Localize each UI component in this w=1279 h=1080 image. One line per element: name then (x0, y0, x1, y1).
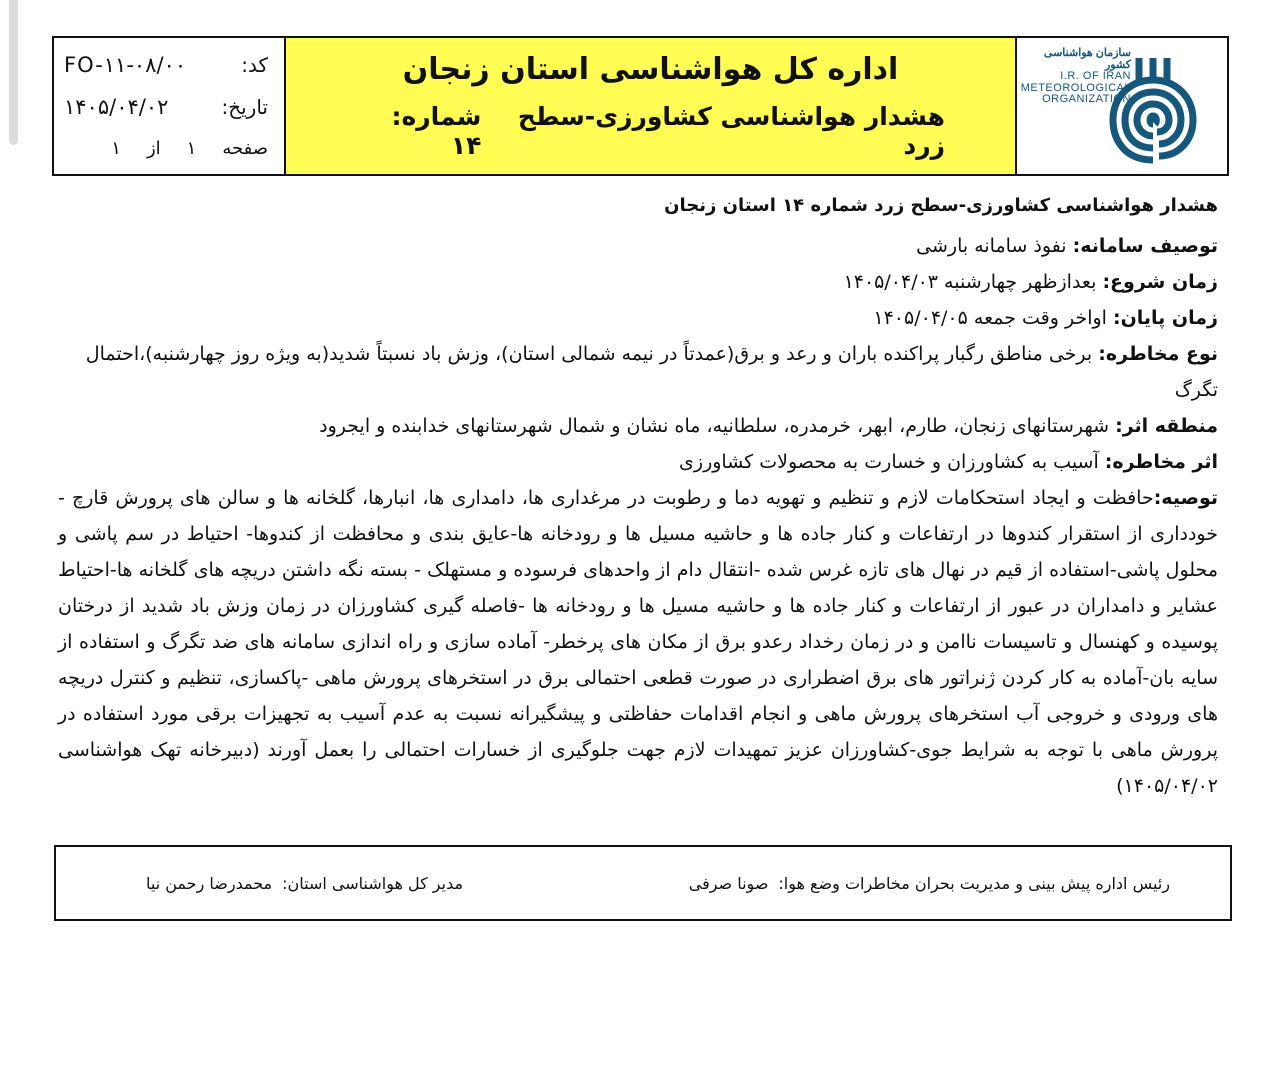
hazard-label: نوع مخاطره: (1098, 343, 1218, 365)
system-description (58, 228, 1218, 264)
code-label: کد: (241, 53, 268, 78)
warning-subtitle: هشدار هواشناسی کشاورزی-سطح زرد (517, 102, 945, 161)
logo-fa-text: سازمان هواشناسی کشور (1043, 47, 1131, 71)
date-label: تاریخ: (221, 95, 268, 120)
hazard-value: برخی مناطق رگبار پراکنده باران و رعد و برق(عمدتاً در نیمه شمالی استان)، وزش باد نسبتاً شدید(به ویژه روز چهارشنبه)،احتمال تگرگ (85, 343, 1218, 401)
document-body (58, 188, 1218, 804)
hazard-effect (58, 444, 1218, 480)
logo-en-line3: ORGANIZATION (1042, 93, 1131, 106)
signature-box (54, 845, 1232, 921)
end-label: زمان پایان: (1112, 307, 1218, 329)
advice-label: توصیه: (1153, 487, 1218, 509)
body-headline: هشدار هواشناسی کشاورزی-سطح زرد شماره ۱۴ استان زنجان (664, 195, 1218, 216)
header-meta-cell (54, 38, 284, 174)
date-value: ۱۴۰۵/۰۴/۰۲ (64, 95, 169, 120)
code-row (64, 53, 268, 77)
code-value: FO-۱۱-۰۸/۰۰ (64, 53, 187, 78)
warning-number (356, 102, 481, 160)
meteorological-organization-logo-icon (1107, 48, 1199, 166)
start-time (58, 264, 1218, 300)
page-of: از (146, 137, 161, 159)
forecast-head-signature (689, 874, 1170, 893)
warning-number-label: شماره: (391, 102, 482, 132)
page-row (64, 138, 268, 159)
affected-area (58, 408, 1218, 444)
forecast-head-label: رئیس اداره پیش بینی و مدیریت بحران مخاطرات وضع هوا: (778, 873, 1170, 893)
document-header (52, 36, 1229, 176)
scrollbar-thumb[interactable] (9, 0, 18, 145)
system-label: توصیف سامانه: (1072, 235, 1218, 257)
director-label: مدیر کل هواشناسی استان: (282, 873, 464, 893)
area-label: منطقه اثر: (1115, 415, 1218, 437)
hazard-type (58, 336, 1218, 408)
logo-en-line2: METEOROLOGICAL (1020, 81, 1131, 94)
effect-value: آسیب به کشاورزان و خسارت به محصولات کشاورزی (679, 451, 1099, 473)
logo-cell (1015, 38, 1227, 174)
forecast-head-name: صونا صرفی (688, 873, 769, 893)
director-name: محمدرضا رحمن نیا (146, 873, 273, 893)
page-title: اداره کل هواشناسی استان زنجان (402, 51, 899, 87)
header-subtitle-row (306, 102, 995, 160)
advice-value: حافظت و ایجاد استحکامات لازم و تنظیم و تهویه دما و رطوبت در مرغداری ها، دامداری ها، انبارها، گلخانه ها و سالن های پرورش قارچ - خودداری از استقرار کندوها در ارتفاعات و کنار جاده ها و حاشیه مسیل ها و رودخانه ها-عایق بندی و محافظت از کندوها- احتیاط در سم پاشی و محلول پاشی-استفاده از قیم در نهال های تازه غرس شده -انتقال دام از واحدهای فرسوده و مستهلک - بسته نگه داشتن دریچه های گلخانه ها-احتیاط عشایر و دامداران در عبور از ارتفاعات و کنار جاده ها و حاشیه مسیل ها و رودخانه ها -فاصله گیری کشاورزان در زمان وزش باد شدید از درختان پوسیده و کهنسال و تاسیسات ناامن و در زمان رخداد رعدو برق از مکان های پرخطر- آماده سازی و راه اندازی سامانه های ضد تگرگ و استفاده از سایه بان-آماده به کار کردن ژنراتور های برق اضطراری در صورت قطعی احتمالی برق در استخرهای پرورش ماهی -پاکسازی، تنظیم و کنترل دریچه های ورودی و خروجی آب استخرهای پرورش ماهی و انجام اقدامات حفاظتی و پیشگیرانه نسبت به عدم آسیب به تجهیزات برقی مورد استفاده در پرورش ماهی با توجه به شرایط جوی-کشاورزان عزیز تمهیدات لازم جهت جلوگیری از خسارات احتمالی را بعمل آورند (دبیرخانه تهک هواشناسی ۱۴۰۵/۰۴/۰۲) (58, 487, 1218, 797)
header-title-cell (284, 38, 1015, 174)
date-row (64, 95, 268, 119)
advice (58, 480, 1218, 804)
director-signature (146, 874, 463, 893)
page-total: ۱ (111, 137, 121, 159)
page-current: ۱ (186, 137, 197, 159)
end-time (58, 300, 1218, 336)
end-value: اواخر وقت جمعه ۱۴۰۵/۰۴/۰۵ (873, 307, 1107, 329)
logo-en-line1: I.R. OF IRAN (1060, 70, 1131, 83)
start-value: بعدازظهر چهارشنبه ۱۴۰۵/۰۴/۰۳ (843, 271, 1097, 293)
effect-label: اثر مخاطره: (1104, 451, 1218, 473)
warning-number-value: ۱۴ (450, 131, 482, 161)
area-value: شهرستانهای زنجان، طارم، ابهر، خرمدره، سلطانیه، ماه نشان و شمال شهرستانهای خدابنده و ایجرود (319, 415, 1110, 437)
page-label: صفحه (222, 137, 268, 159)
start-label: زمان شروع: (1102, 271, 1218, 293)
system-value: نفوذ سامانه بارشی (916, 235, 1067, 257)
